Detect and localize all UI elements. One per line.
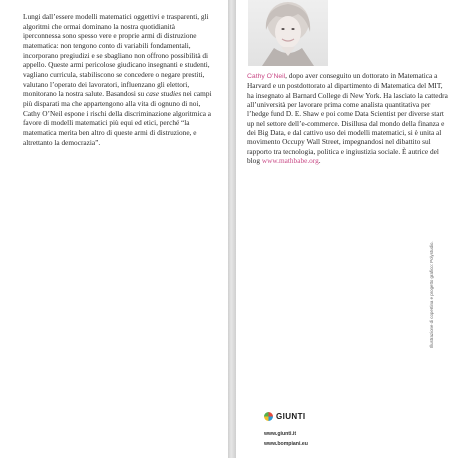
url-bompiani[interactable]: www.bompiani.eu <box>264 441 308 447</box>
right-flap <box>236 0 464 458</box>
publisher-logo <box>264 411 306 421</box>
author-name: Cathy O’Neil <box>247 73 286 80</box>
bio-paragraph <box>247 71 449 165</box>
bio-end: . <box>318 156 321 166</box>
author-bio <box>247 71 449 165</box>
bio-text: , dopo aver conseguito un dottorato in Matematica a Harvard e un postdottorato al dipartimento di Matematica del MIT, ha insegnato al Barnard College di New York. Ha lasciato la cattedra all’università per lavorare prima come analista quantitativa per l’hedge fund D. E. Shaw e poi come Data Scientist per diverse start up nel settore dell’e-commerce. Disillusa dal mondo della finanza e dei Big Data, e dal cattivo uso dei modelli matematici, si è unita al movimento Occupy Wall Street, impegnandosi nel dibattito sul rapporto tra tecnologia, politica e ingiustizia sociale. È autrice del blog <box>247 71 448 166</box>
blog-link[interactable]: www.mathbabe.org <box>261 156 319 166</box>
author-photo <box>248 0 328 66</box>
flap-description <box>23 12 213 147</box>
giunti-logo-icon <box>264 412 273 421</box>
description-italic: case studies <box>146 89 182 99</box>
url-giunti[interactable]: www.giunti.it <box>264 431 297 437</box>
description-text-1: Lungi dall’essere modelli matematici oggettivi e trasparenti, gli algoritmi che ormai dominano la nostra quotidianità iperconnessa sono spesso vere e proprie armi di distruzione matematica: non tengono conto di variabili fondamentali, incorporano pregiudizi e se sbagliano non offrono possibilità di appello. Queste armi pericolose giudicano insegnanti e studenti, vagliano curricula, stabiliscono se concedere o negare prestiti, valutano l’operato dei lavoratori, influenzano gli elettori, monitorano la nostra salute. Basandosi su <box>23 12 210 99</box>
publisher-name: GIUNTI <box>276 411 306 421</box>
cover-credit: Illustrazione di copertina e progetto grafico: Polystudio. <box>429 241 434 348</box>
book-spine-gutter <box>228 0 236 458</box>
description-paragraph <box>23 12 213 147</box>
left-flap <box>0 0 228 458</box>
description-text-2: nei campi più disparati ma che appartengono alla vita di ognuno di noi, Cathy O’Neil espone i rischi della discriminazione algoritmica a favore di modelli matematici più equi ed etici, perché “la matematica merita ben altro di queste armi di distruzione, e altrettanto la democrazia”. <box>23 89 212 147</box>
